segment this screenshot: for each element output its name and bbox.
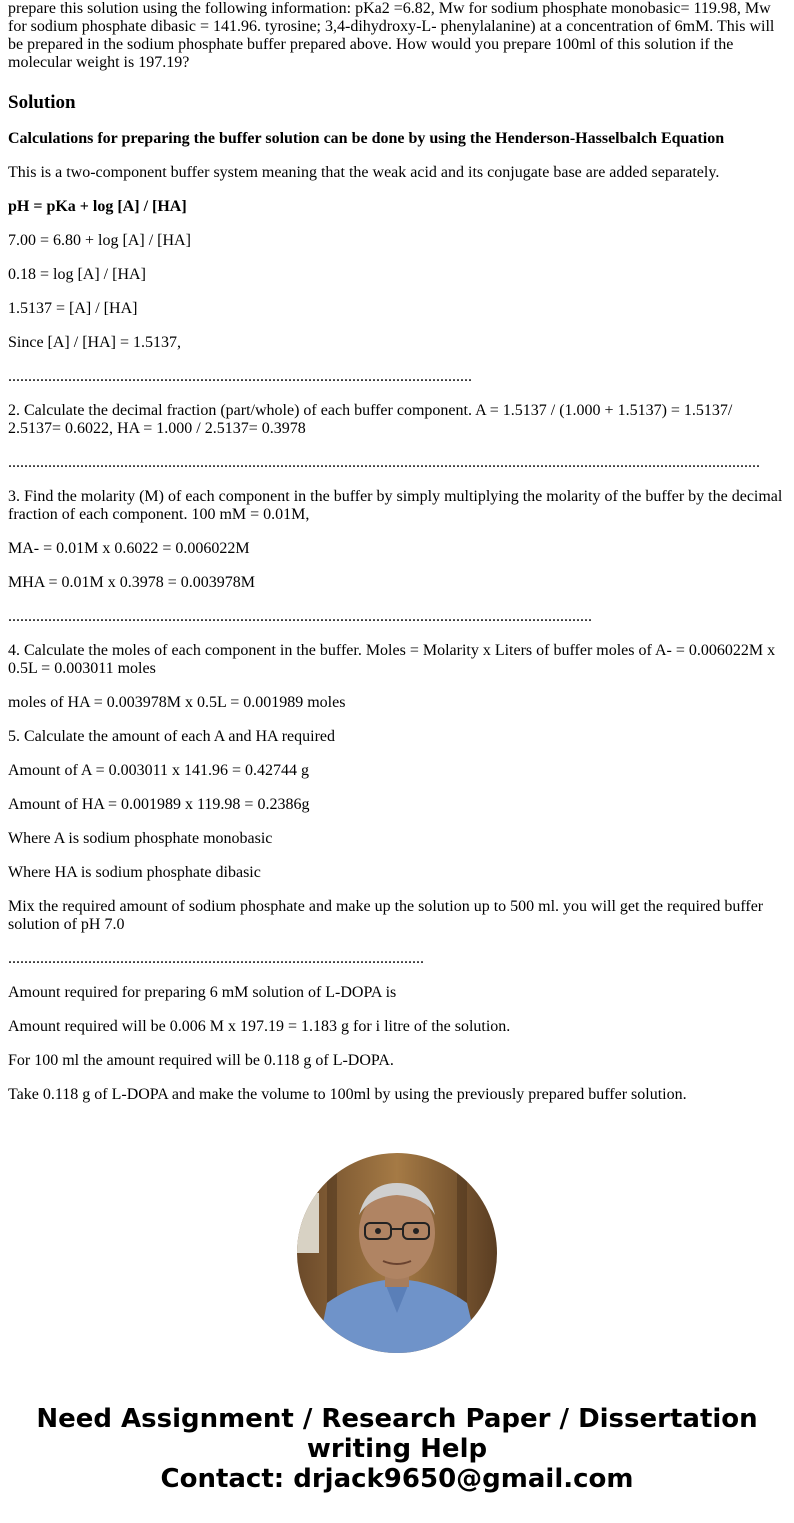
author-avatar <box>297 1153 497 1353</box>
solution-paragraph: Where A is sodium phosphate monobasic <box>8 830 273 847</box>
solution-paragraph: MA- = 0.01M x 0.6022 = 0.006022M <box>8 540 250 557</box>
solution-paragraph: Amount of HA = 0.001989 x 119.98 = 0.2386g <box>8 796 310 813</box>
cta-line-3: Contact: drjack9650@gmail.com <box>160 1464 634 1494</box>
solution-paragraph: 0.18 = log [A] / [HA] <box>8 266 146 283</box>
solution-paragraph <box>8 198 786 216</box>
cta-line-1: Need Assignment / Research Paper / Dissertation <box>36 1404 758 1434</box>
solution-heading: Solution <box>8 92 76 113</box>
solution-paragraph: ............................................................................................................................................................................................ <box>8 454 760 471</box>
solution-content <box>8 130 786 1104</box>
solution-paragraph: 7.00 = 6.80 + log [A] / [HA] <box>8 232 191 249</box>
solution-paragraph: MHA = 0.01M x 0.3978 = 0.003978M <box>8 574 255 591</box>
solution-paragraph: This is a two-component buffer system meaning that the weak acid and its conjugate base are added separately. <box>8 164 720 181</box>
solution-paragraph: For 100 ml the amount required will be 0.118 g of L-DOPA. <box>8 1052 394 1069</box>
solution-paragraph: .................................................................................................................................................. <box>8 608 592 625</box>
author-photo-icon <box>297 1153 497 1353</box>
solution-paragraph: Mix the required amount of sodium phosphate and make up the solution up to 500 ml. you will get the required buffer solution of pH 7.0 <box>8 898 764 933</box>
document-body <box>8 0 786 1104</box>
solution-paragraph: 1.5137 = [A] / [HA] <box>8 300 138 317</box>
contact-banner <box>0 1404 794 1494</box>
solution-paragraph: Where HA is sodium phosphate dibasic <box>8 864 261 881</box>
solution-paragraph: 2. Calculate the decimal fraction (part/whole) of each buffer component. A = 1.5137 / (1.000 + 1.5137) = 1.5137/ 2.5137= 0.6022, HA = 1.000 / 2.5137= 0.3978 <box>8 402 733 437</box>
solution-paragraph: 5. Calculate the amount of each A and HA required <box>8 728 336 745</box>
bold-text: pH = pKa + log [A] / [HA] <box>8 198 187 215</box>
solution-paragraph: Amount of A = 0.003011 x 141.96 = 0.42744 g <box>8 762 310 779</box>
cta-line-2: writing Help <box>306 1434 488 1464</box>
solution-paragraph: Amount required will be 0.006 M x 197.19 = 1.183 g for i litre of the solution. <box>8 1018 511 1035</box>
solution-paragraph: ........................................................................................................ <box>8 950 424 967</box>
question-text: prepare this solution using the following information: pKa2 =6.82, Mw for sodium phosphate monobasic= 119.98, Mw for sodium phosphate dibasic = 141.96. tyrosine; 3,4-dihydroxy-L- phenylalanine) at a concentration of 6mM. This will be prepared in the sodium phosphate buffer prepared above. How would you prepare 100ml of this solution if the molecular weight is 197.19? <box>8 0 775 71</box>
solution-paragraph: Take 0.118 g of L-DOPA and make the volume to 100ml by using the previously prepared buffer solution. <box>8 1086 687 1103</box>
bold-text: Calculations for preparing the buffer solution can be done by using the Henderson-Hasselbalch Equation <box>8 130 725 147</box>
solution-paragraph: Since [A] / [HA] = 1.5137, <box>8 334 181 351</box>
solution-paragraph: 4. Calculate the moles of each component in the buffer. Moles = Molarity x Liters of buffer moles of A- = 0.006022M x 0.5L = 0.003011 moles <box>8 642 776 677</box>
solution-paragraph: 3. Find the molarity (M) of each component in the buffer by simply multiplying the molarity of the buffer by the decimal fraction of each component. 100 mM = 0.01M, <box>8 488 783 523</box>
solution-paragraph: Amount required for preparing 6 mM solution of L-DOPA is <box>8 984 397 1001</box>
solution-paragraph: .................................................................................................................... <box>8 368 472 385</box>
solution-paragraph <box>8 130 786 148</box>
solution-paragraph: moles of HA = 0.003978M x 0.5L = 0.001989 moles <box>8 694 346 711</box>
